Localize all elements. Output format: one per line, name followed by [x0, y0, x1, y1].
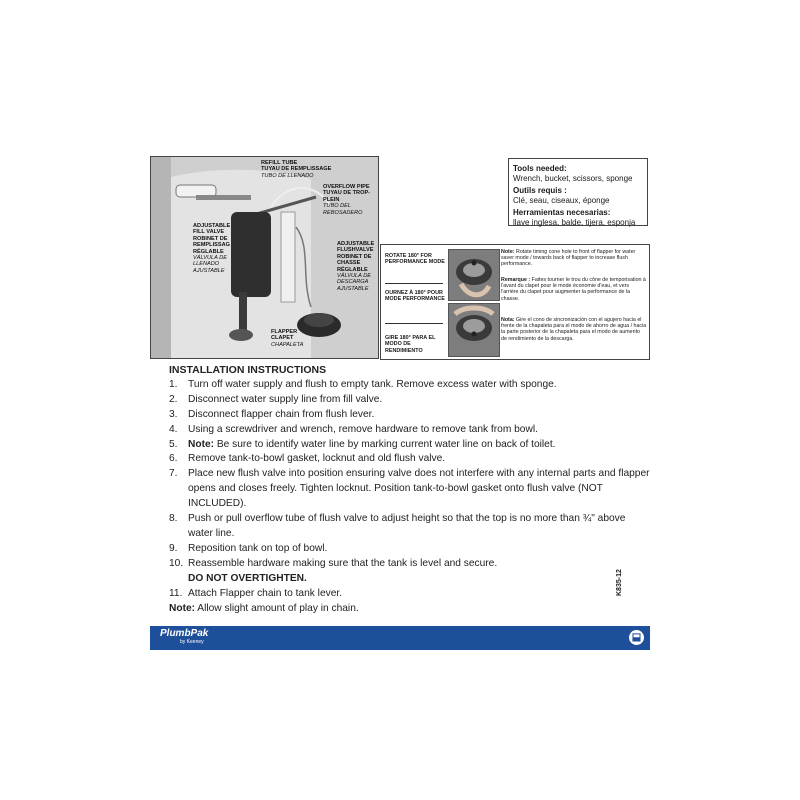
tools-fr-heading: Outils requis :	[513, 186, 567, 195]
step-1: 1. Turn off water supply and flush to empty tank. Remove excess water with sponge.	[169, 378, 557, 390]
rotate-note-es: Nota: Gire el cono de sincronización con el agujero hacia el frente de la chapaleta para el modo de ahorro de agua / hacia la parte posterior de la chapaleta para el modo de aumento de rendimiento de la descarga.	[501, 317, 647, 342]
rotate-label-fr: OURNEZ À 180° POUR MODE PERFORMANCE	[385, 290, 445, 303]
step-9: 9. Reposition tank on top of bowl.	[169, 542, 328, 554]
tools-es: llave inglesa, balde, tijera, esponja	[513, 217, 636, 227]
instructions-title: INSTALLATION INSTRUCTIONS	[169, 364, 327, 376]
label-overflow-pipe: OVERFLOW PIPE TUYAU DE TROP-PLEIN TUBO DEL REBOSADERO	[323, 184, 371, 216]
divider	[385, 323, 443, 324]
brand-sub: by Keeney	[180, 639, 204, 645]
tools-en-heading: Tools needed:	[513, 164, 567, 173]
step-5: 5. Note: Be sure to identify water line by marking current water line on back of toilet.	[169, 438, 556, 450]
step-6: 6. Remove tank-to-bowl gasket, locknut and old flush valve.	[169, 453, 446, 465]
do-not-overtighten: DO NOT OVERTIGHTEN.	[188, 572, 307, 584]
rotate-note-en: Note: Rotate timing cone hole to front of flapper for water saver mode / towards back of flapper to increase flush performance.	[501, 249, 636, 268]
flapper-photo-front	[448, 249, 500, 301]
rotate-label-es: GIRE 180° PARA EL MODO DE RENDIMIENTO	[385, 335, 436, 354]
label-fill-valve: ADJUSTABLE FILL VALVE ROBINET DE REMPLISSAG RÉGLABLE VÁLVULA DE LLENADO AJUSTABLE	[193, 223, 231, 274]
rotate-label-en: ROTATE 180° FOR PERFORMANCE MODE	[385, 253, 445, 266]
step-3: 3. Disconnect flapper chain from flush lever.	[169, 408, 375, 420]
product-code: K835-12	[616, 569, 623, 596]
step-10: 10. Reassemble hardware making sure that the tank is level and secure.	[169, 557, 498, 569]
tools-fr: Clé, seau, ciseaux, éponge	[513, 195, 610, 205]
step-2: 2. Disconnect water supply line from fill valve.	[169, 393, 383, 405]
final-note: Note: Allow slight amount of play in chain.	[169, 602, 359, 614]
rotate-note-fr: Remarque : Faites tourner le trou du cône de temporisation à l'avant du clapet pour le mode économie d'eau, et vers l'arrière du clapet pour augmenter la performance de la chasse.	[501, 277, 646, 302]
step-7: 7. Place new flush valve into position ensuring valve does not interfere with any internal parts and flapper opens and closes freely. Tighten locknut. Position tank-to-bowl gasket onto flush valve (NOT INCLUDED).	[169, 468, 650, 510]
toilet-tank-photo	[150, 156, 379, 359]
rotate-timing-cone-panel	[380, 244, 650, 360]
tools-es-heading: Herramientas necesarias:	[513, 208, 611, 217]
toilet-logo-icon: ⬓	[629, 630, 644, 645]
tools-en: Wrench, bucket, scissors, sponge	[513, 173, 633, 183]
installation-instructions	[169, 363, 650, 616]
flapper-photo-back	[448, 303, 500, 357]
divider	[385, 283, 443, 284]
step-11: 11. Attach Flapper chain to tank lever.	[169, 587, 343, 599]
label-refill-tube: REFILL TUBE TUYAU DE REMPLISSAGE TUBO DE LLENADO	[261, 160, 332, 179]
brand-footer	[150, 626, 650, 650]
step-4: 4. Using a screwdriver and wrench, remove hardware to remove tank from bowl.	[169, 423, 538, 435]
tools-needed-box	[508, 158, 648, 226]
label-flapper: FLAPPER CLAPET CHAPALETA	[271, 329, 304, 348]
label-flushvalve: ADJUSTABLE FLUSHVALVE ROBINET DE CHASSE RÉGLABLE VÁLVULA DE DESCARGA AJUSTABLE	[337, 241, 375, 292]
instruction-sheet	[150, 156, 650, 650]
step-8: 8. Push or pull overflow tube of flush valve to adjust height so that the top is no more than ¾" above water line.	[169, 513, 626, 539]
brand-logo: PlumbPak	[160, 628, 209, 639]
